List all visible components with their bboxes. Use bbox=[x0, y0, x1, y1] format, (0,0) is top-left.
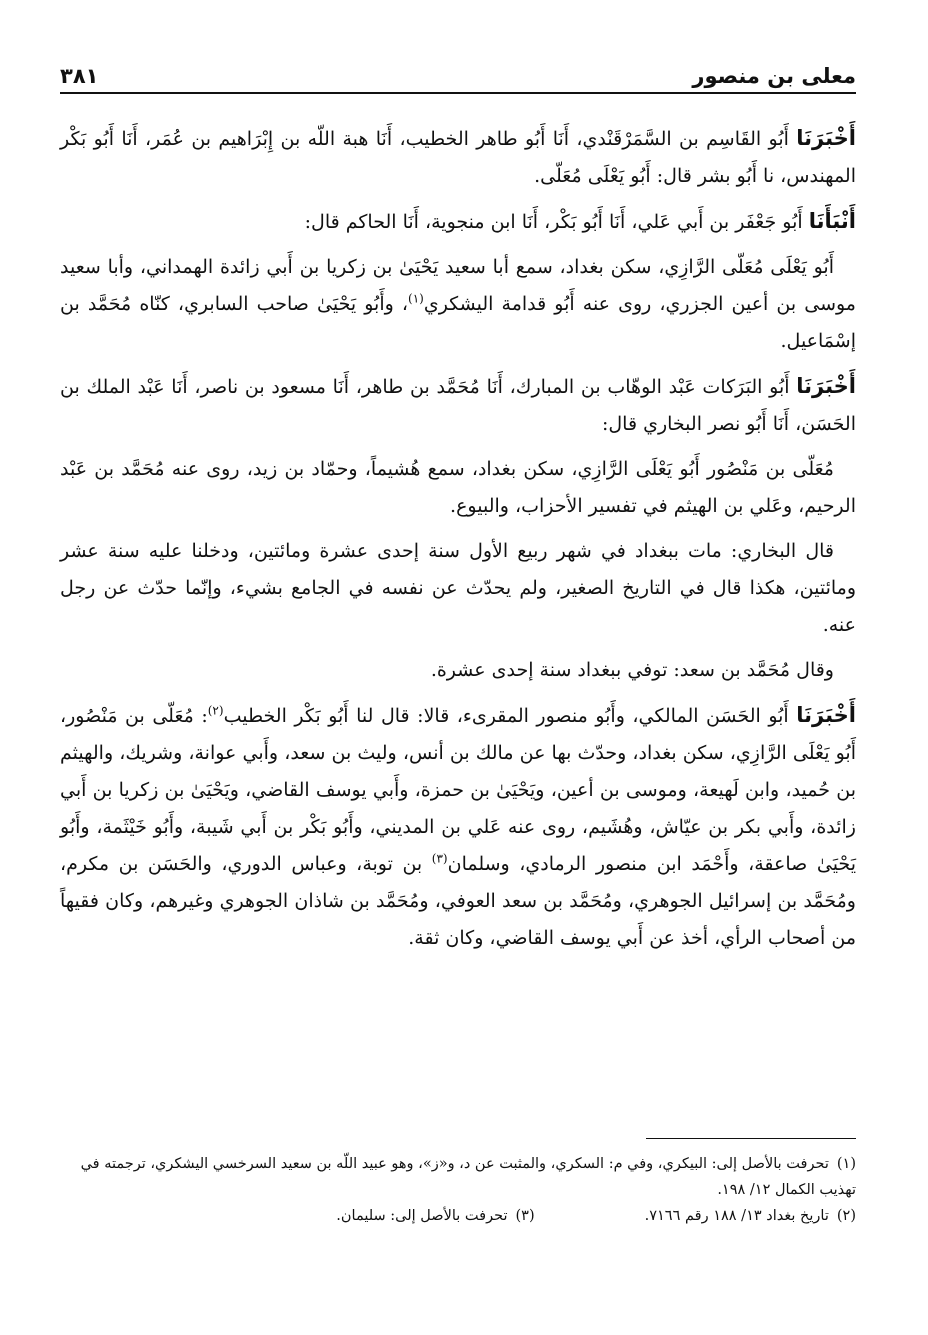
footnotes bbox=[60, 1138, 856, 1229]
footnote-row bbox=[60, 1203, 856, 1229]
isnad-lead: أَخْبَرَنَا bbox=[796, 703, 856, 727]
paragraph-7 bbox=[60, 652, 856, 689]
paragraph-8 bbox=[60, 697, 856, 957]
page-number: ٣٨١ bbox=[60, 64, 99, 88]
paragraph-text: أَبُو جَعْفَر بن أَبي عَلي، أَنَا أَبُو بَكْر، أَنَا ابن منجوية، أَنَا الحاكم قال: bbox=[304, 211, 809, 233]
footnote-divider bbox=[646, 1138, 856, 1139]
footnote-number: (٣) bbox=[515, 1208, 535, 1224]
paragraph-text: أَبُو القَاسِم بن السَّمَرْقَنْدي، أَنَا أَبُو طاهر الخطيب، أَنَا هبة اللّه بن إِبْرَاهيم بن عُمَر، أَنَا أَبُو بَكْر المهندس، نا أَبُو بشر قال: أَبُو يَعْلَى مُعَلّى. bbox=[60, 128, 856, 187]
footnote-ref-3[interactable]: (٣) bbox=[431, 851, 448, 866]
footnote-text: تحرفت بالأصل إلى: البيكري، وفي م: السكري، والمثبت عن د، و«ز»، وهو عبيد اللّه بن سعيد السرخسي اليشكري، ترجمته في تهذيب الكمال ١٢/ ١٩٨. bbox=[80, 1156, 856, 1198]
paragraph-text: بن توبة، وعباس الدوري، والحَسَن بن مكرم، ومُحَمَّد بن إسرائيل الجوهري، ومُحَمَّد بن سعد العوفي، ومُحَمَّد بن شاذان الجوهري وغيرهم، وكان فقيهاً من أصحاب الرأي، أخذ عن أَبي يوسف القاضي، وكان ثقة. bbox=[60, 853, 856, 949]
isnad-lead: أَنْبَأَنَا bbox=[808, 209, 856, 233]
paragraph-6 bbox=[60, 533, 856, 644]
isnad-lead: أَخْبَرَنَا bbox=[796, 374, 856, 398]
footnote-ref-1[interactable]: (١) bbox=[408, 291, 424, 306]
footnote-3 bbox=[336, 1203, 534, 1229]
paragraph-4 bbox=[60, 368, 856, 443]
footnote-text: تحرفت بالأصل إلى: سليمان. bbox=[336, 1208, 508, 1224]
footnote-text: تاريخ بغداد ١٣/ ١٨٨ رقم ٧١٦٦. bbox=[644, 1208, 829, 1224]
running-title: معلى بن منصور bbox=[692, 64, 856, 88]
paragraph-text: أَبُو البَرَكات عَبْد الوهّاب بن المبارك، أَنَا مُحَمَّد بن طاهر، أَنَا مسعود بن ناصر، أَنَا عَبْد الملك بن الحَسَن، أَنَا أَبُو نصر البخاري قال: bbox=[60, 376, 856, 435]
paragraph-1 bbox=[60, 120, 856, 195]
footnote-ref-2[interactable]: (٢) bbox=[207, 703, 224, 718]
paragraph-3 bbox=[60, 249, 856, 360]
footnote-number: (١) bbox=[836, 1156, 856, 1172]
footnote-number: (٢) bbox=[836, 1208, 856, 1224]
page-header bbox=[60, 52, 856, 94]
paragraph-5 bbox=[60, 451, 856, 525]
footnote-1 bbox=[60, 1151, 856, 1203]
footnote-2 bbox=[645, 1203, 856, 1229]
paragraph-2 bbox=[60, 203, 856, 241]
paragraph-text: أَبُو الحَسَن المالكي، وأَبُو منصور المقرىء، قالا: قال لنا أَبُو بَكْر الخطيب bbox=[223, 705, 797, 727]
main-text bbox=[60, 120, 856, 965]
paragraph-text: ، وأَبُو يَحْيَىٰ صاحب السابري، كنّاه مُحَمَّد بن إسْمَاعيل. bbox=[60, 293, 856, 352]
paragraph-text: مُعَلّى بن مَنْصُور أَبُو يَعْلَى الرَّازِي، سكن بغداد، سمع هُشيماً، وحمّاد بن زيد، روى عنه مُحَمَّد بن عَبْد الرحيم، وعَلي بن الهيثم في تفسير الأحزاب، والبيوع. bbox=[60, 458, 856, 517]
paragraph-text: : مُعَلّى بن مَنْصُور، أَبُو يَعْلَى الرَّازِي، سكن بغداد، وحدّث بها عن مالك بن أنس، وليث بن سعد، وأَبي عوانة، وشريك، والهيثم بن حُميد، وابن لَهيعة، وموسى بن أعين، ويَحْيَىٰ بن حمزة، وأَبي يوسف القاضي، ويَحْيَىٰ بن زكريا بن أَبي زائدة، وأَبي بكر بن عيّاش، وهُشَيم، روى عنه عَلي بن المديني، وأَبُو بَكْر بن أَبي شَيبة، وأَبُو خَيْثَمة، وأَبُو يَحْيَىٰ صاعقة، وأَحْمَد ابن منصور الرمادي، وسلمان bbox=[60, 705, 856, 875]
isnad-lead: أَخْبَرَنَا bbox=[796, 126, 856, 150]
paragraph-text: وقال مُحَمَّد بن سعد: توفي ببغداد سنة إحدى عشرة. bbox=[430, 659, 834, 681]
paragraph-text: قال البخاري: مات ببغداد في شهر ربيع الأول سنة إحدى عشرة ومائتين، ودخلنا عليه سنة عشر ومائتين، هكذا قال في التاريخ الصغير، ولم يحدّث عن نفسه في الجامع بشيء، وإنّما حدّث عن رجل عنه. bbox=[60, 540, 856, 636]
paragraph-text: أَبُو يَعْلَى مُعَلّى الرَّازِي، سكن بغداد، سمع أبا سعيد يَحْيَىٰ بن زكريا بن أَبي زائدة الهمداني، وأبا سعيد موسى بن أعين الجزري، روى عنه أَبُو قدامة اليشكري bbox=[60, 256, 856, 315]
